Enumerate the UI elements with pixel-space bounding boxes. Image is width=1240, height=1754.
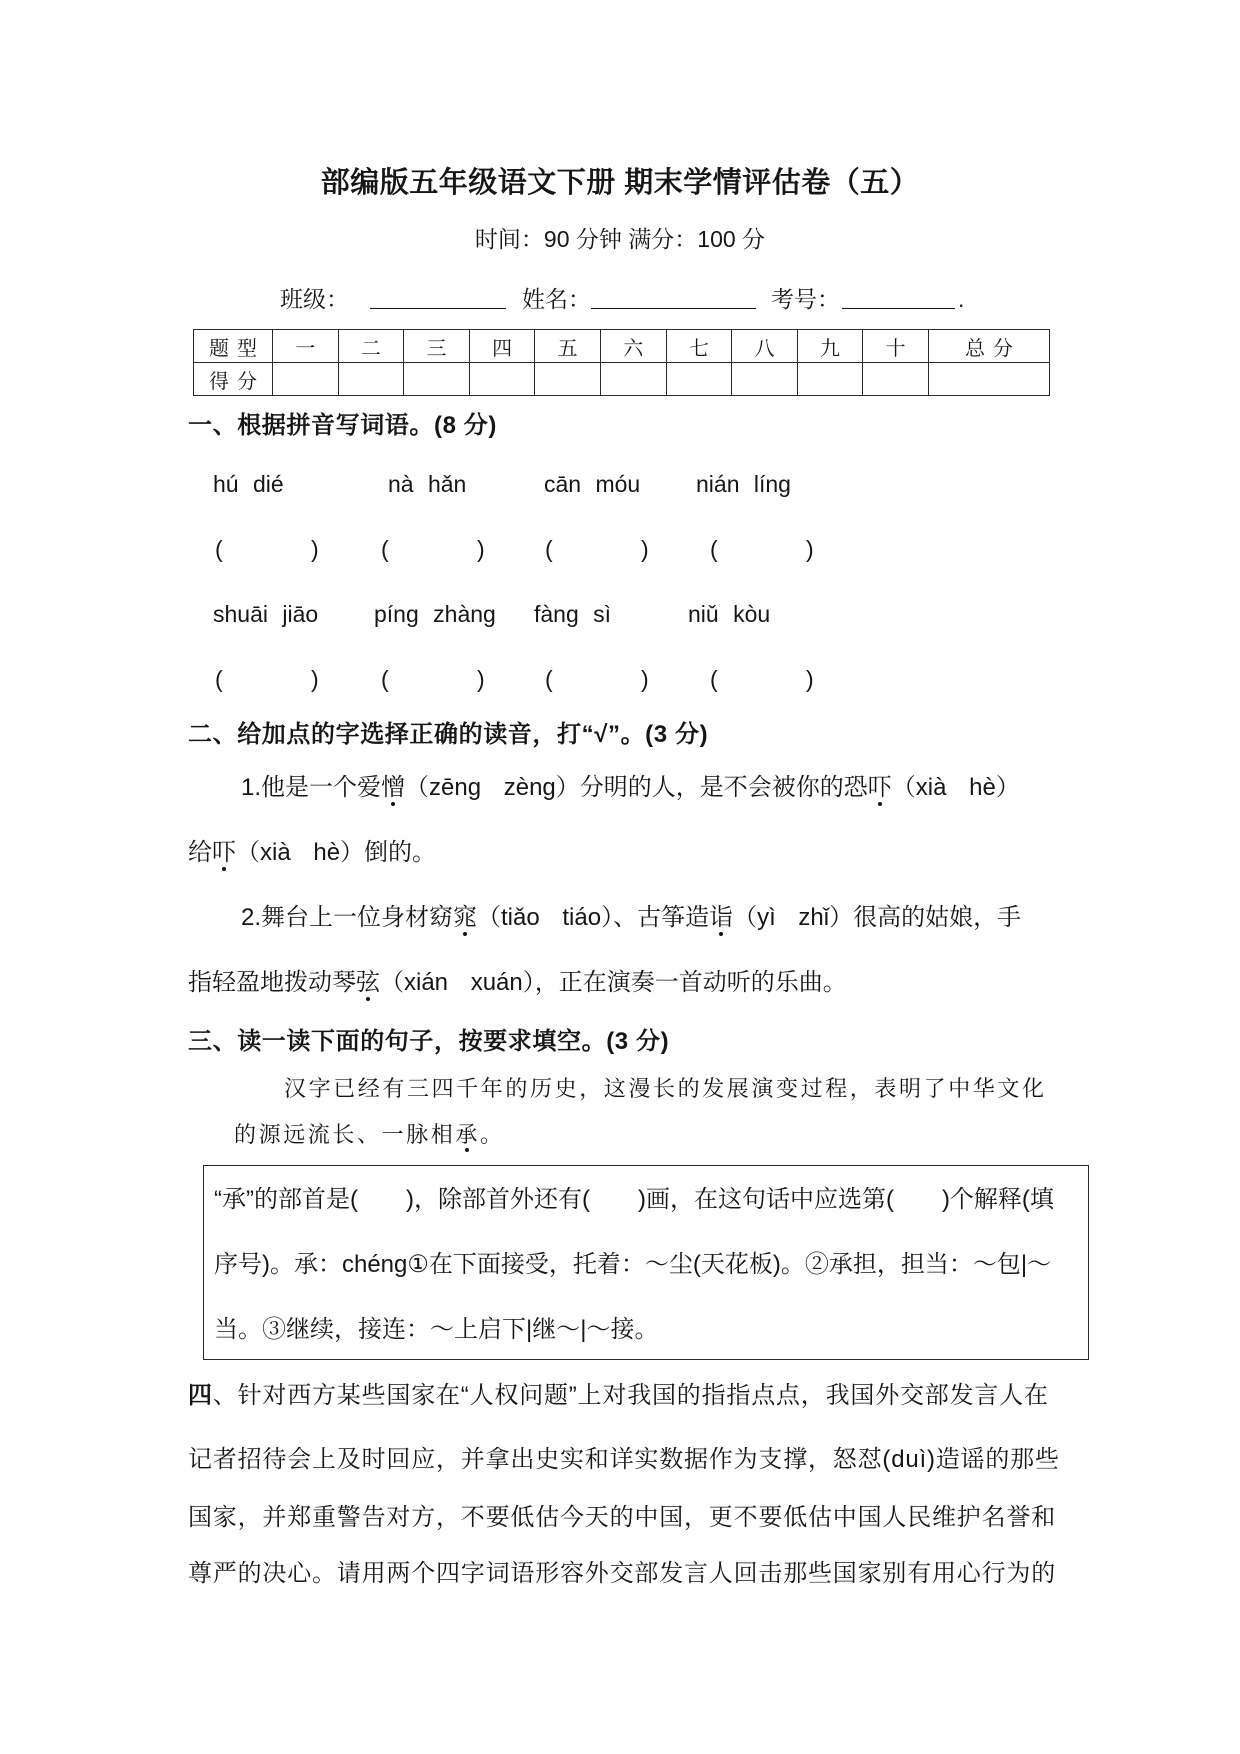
close-paren: ) xyxy=(311,666,319,692)
close-paren: ) xyxy=(641,666,649,692)
answer-blank xyxy=(545,659,655,699)
column-header: 八 xyxy=(732,330,798,363)
close-paren: ) xyxy=(477,666,485,692)
text-segment: 1.他是一个爱 xyxy=(241,774,382,801)
box-line: 当。③继续，接连：～上启下|继～|～接。 xyxy=(214,1316,659,1343)
page-title: 部编版五年级语文下册 期末学情评估卷（五） xyxy=(320,167,920,199)
text-segment: （zēng zèng）分明的人，是不会被你的恐 xyxy=(405,774,868,801)
dotted-character: 窕 xyxy=(453,898,477,938)
text-segment: （yì zhǐ）很高的姑娘，手 xyxy=(733,904,1022,931)
question-line xyxy=(241,898,1021,938)
dotted-character: 承 xyxy=(455,1116,480,1156)
dotted-character: 吓 xyxy=(212,833,236,873)
close-paren: ) xyxy=(641,536,649,562)
text-segment: 的源远流长、一脉相 xyxy=(234,1123,456,1148)
close-paren: ) xyxy=(477,536,485,562)
exam-number-blank-line xyxy=(842,308,955,309)
score-table-header-row xyxy=(194,330,1050,363)
total-score-cell xyxy=(928,363,1049,396)
total-score-header: 总分 xyxy=(928,330,1049,363)
question-type-header: 题型 xyxy=(194,330,273,363)
open-paren: ( xyxy=(545,536,553,562)
score-cell xyxy=(469,363,535,396)
exam-number-label: 考号： xyxy=(771,286,840,312)
pinyin-item: hú dié xyxy=(213,471,284,497)
column-header: 五 xyxy=(535,330,601,363)
text-segment: 。 xyxy=(480,1123,505,1148)
pinyin-item: nà hǎn xyxy=(388,471,467,497)
class-label: 班级： xyxy=(280,286,349,312)
pinyin-item: cān móu xyxy=(544,471,641,497)
close-paren: ) xyxy=(806,536,814,562)
score-cell xyxy=(535,363,601,396)
end-mark: . xyxy=(958,286,965,312)
section2-heading: 二、给加点的字选择正确的读音，打“√”。(3 分) xyxy=(188,721,709,748)
answer-blank xyxy=(381,659,491,699)
score-table xyxy=(193,329,1050,396)
dotted-character: 吓 xyxy=(868,768,892,808)
section4-line: 记者招待会上及时回应，并拿出史实和详实数据作为支撑，怒怼(duì)造谣的那些 xyxy=(188,1446,1060,1473)
text-segment: 给 xyxy=(188,839,212,866)
close-paren: ) xyxy=(806,666,814,692)
score-cell xyxy=(666,363,732,396)
question-line xyxy=(188,833,436,873)
section4-line: 国家，并郑重警告对方，不要低估今天的中国，更不要低估中国人民维护名誉和 xyxy=(188,1504,1056,1531)
open-paren: ( xyxy=(545,666,553,692)
pinyin-item: fàng sì xyxy=(534,601,612,627)
section4-number: 四 xyxy=(188,1382,213,1409)
passage-line: 汉字已经有三四千年的历史，这漫长的发展演变过程，表明了中华文化 xyxy=(284,1077,1047,1102)
column-header: 四 xyxy=(469,330,535,363)
open-paren: ( xyxy=(215,536,223,562)
column-header: 九 xyxy=(797,330,863,363)
column-header: 二 xyxy=(338,330,404,363)
answer-blank xyxy=(215,659,325,699)
answer-blank xyxy=(710,529,820,569)
column-header: 十 xyxy=(863,330,929,363)
question-line xyxy=(188,963,847,1003)
pinyin-item: nián líng xyxy=(696,471,791,497)
text-segment: 、针对西方某些国家在“人权问题”上对我国的指指点点，我国外交部发言人在 xyxy=(212,1382,1049,1409)
pinyin-item: píng zhàng xyxy=(374,601,496,627)
answer-blank xyxy=(710,659,820,699)
score-cell xyxy=(338,363,404,396)
score-cell xyxy=(732,363,798,396)
open-paren: ( xyxy=(381,536,389,562)
dotted-character: 诣 xyxy=(709,898,733,938)
score-cell xyxy=(797,363,863,396)
pinyin-item: shuāi jiāo xyxy=(213,601,319,627)
student-info-line xyxy=(0,281,1240,317)
section3-heading: 三、读一读下面的句子，按要求填空。(3 分) xyxy=(188,1028,670,1055)
score-row-label: 得分 xyxy=(194,363,273,396)
text-segment: （xià hè）倒的。 xyxy=(236,839,437,866)
dotted-character: 憎 xyxy=(381,768,405,808)
open-paren: ( xyxy=(710,666,718,692)
open-paren: ( xyxy=(215,666,223,692)
name-blank-line xyxy=(591,308,756,309)
score-cell xyxy=(404,363,470,396)
score-cell xyxy=(863,363,929,396)
section4-line: 尊严的决心。请用两个四字词语形容外交部发言人回击那些国家别有用心行为的 xyxy=(188,1560,1056,1587)
name-label: 姓名： xyxy=(522,286,591,312)
answer-blank xyxy=(381,529,491,569)
section4-line xyxy=(188,1376,1049,1416)
box-line: 序号)。承：chéng①在下面接受，托着：～尘(天花板)。②承担，担当：～包|～ xyxy=(214,1251,1052,1278)
section1-heading: 一、根据拼音写词语。(8 分) xyxy=(188,412,497,439)
class-blank-line xyxy=(370,308,506,309)
score-cell xyxy=(273,363,339,396)
question-box xyxy=(203,1165,1089,1360)
text-segment: （xià hè） xyxy=(891,774,1020,801)
text-segment: 2.舞台上一位身材窈 xyxy=(241,904,454,931)
passage-line xyxy=(234,1116,505,1156)
text-segment: 指轻盈地拨动琴 xyxy=(188,969,356,996)
column-header: 一 xyxy=(273,330,339,363)
text-segment: （xián xuán），正在演奏一首动听的乐曲。 xyxy=(380,969,847,996)
close-paren: ) xyxy=(311,536,319,562)
score-row xyxy=(194,363,1050,396)
box-line: “承”的部首是( )，除部首外还有( )画，在这句话中应选第( )个解释(填 xyxy=(214,1186,1054,1213)
answer-blank xyxy=(545,529,655,569)
answer-blank xyxy=(215,529,325,569)
question-line xyxy=(241,768,1020,808)
column-header: 七 xyxy=(666,330,732,363)
open-paren: ( xyxy=(710,536,718,562)
dotted-character: 弦 xyxy=(356,963,380,1003)
open-paren: ( xyxy=(381,666,389,692)
pinyin-item: niǔ kòu xyxy=(688,601,771,627)
text-segment: （tiǎo tiáo）、古筝造 xyxy=(477,904,710,931)
score-cell xyxy=(600,363,666,396)
column-header: 三 xyxy=(404,330,470,363)
exam-time-and-score: 时间：90 分钟 满分：100 分 xyxy=(474,226,766,252)
column-header: 六 xyxy=(600,330,666,363)
